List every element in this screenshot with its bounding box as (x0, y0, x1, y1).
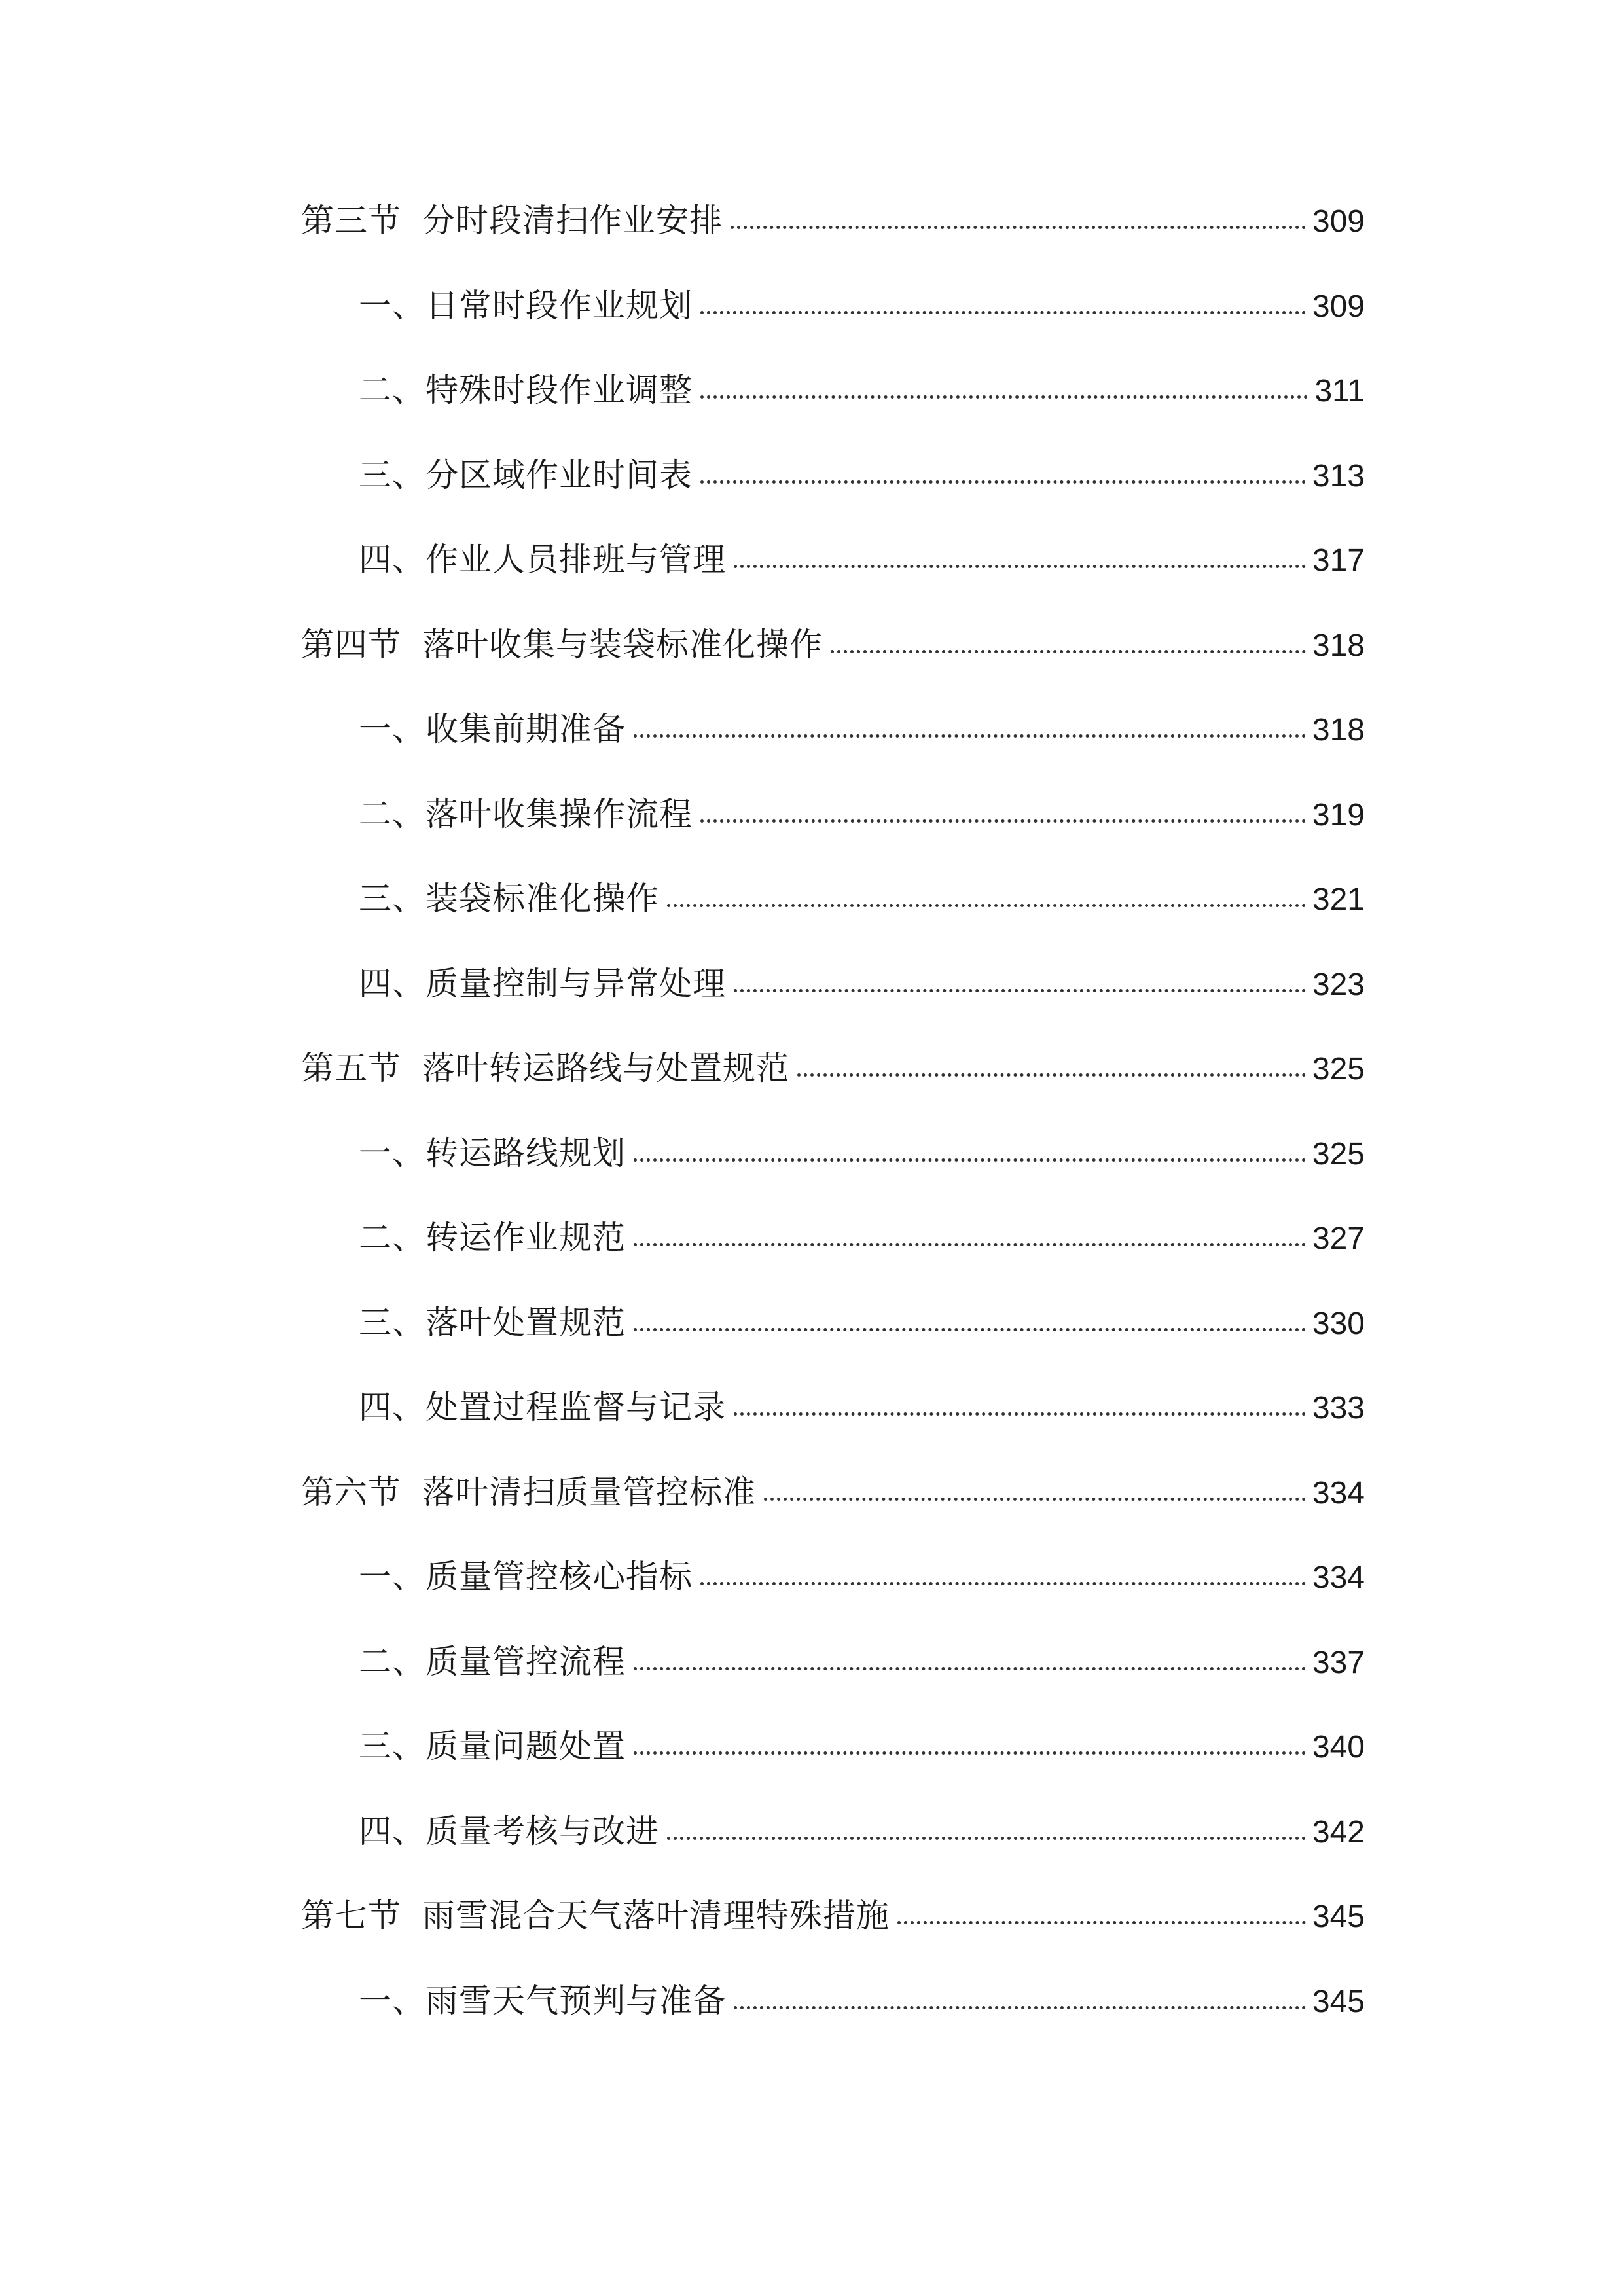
dot-leader (634, 1751, 1306, 1755)
toc-page-number: 313 (1312, 458, 1365, 493)
toc-section-entry[interactable] (301, 1899, 1365, 1984)
dot-leader (731, 226, 1306, 229)
toc-entry-number: 一、 (359, 710, 425, 748)
toc-entry-number: 三、 (359, 880, 425, 918)
toc-entry-number: 三、 (359, 1303, 425, 1342)
toc-entry-label (359, 1558, 693, 1596)
toc-entry-number: 第五节 (301, 1049, 401, 1087)
toc-entry-number: 一、 (359, 1558, 425, 1596)
dot-leader (634, 1328, 1306, 1331)
toc-entry-title: 转运路线规划 (425, 1134, 626, 1172)
toc-page-number: 345 (1312, 1899, 1365, 1934)
dot-leader (734, 565, 1306, 568)
toc-entry-label (359, 371, 693, 409)
toc-entry-number: 第六节 (301, 1473, 401, 1511)
dot-leader (700, 311, 1306, 314)
toc-page-number: 325 (1312, 1136, 1365, 1172)
toc-entry-title: 质量控制与异常处理 (425, 964, 726, 1003)
toc-entry-title: 质量问题处置 (425, 1727, 626, 1765)
dot-leader (700, 819, 1306, 823)
toc-page-number: 334 (1312, 1475, 1365, 1511)
toc-subsection-entry[interactable] (301, 710, 1365, 798)
toc-entry-number: 二、 (359, 1642, 425, 1681)
toc-page-number: 309 (1312, 204, 1365, 239)
toc-entry-label (359, 710, 626, 748)
dot-leader (734, 1412, 1306, 1416)
toc-section-entry[interactable] (301, 1049, 1365, 1137)
toc-entry-number: 三、 (359, 1727, 425, 1765)
toc-subsection-entry[interactable] (301, 882, 1365, 967)
toc-subsection-entry[interactable] (301, 1727, 1365, 1815)
toc-entry-title: 雨雪天气预判与准备 (425, 1981, 726, 2020)
toc-page-number: 342 (1312, 1814, 1365, 1850)
toc-entry-label (359, 1642, 626, 1681)
toc-entry-title: 作业人员排班与管理 (425, 541, 726, 579)
toc-entry-number: 四、 (359, 1812, 425, 1850)
toc-subsection-entry[interactable] (301, 1221, 1365, 1306)
toc-section-entry[interactable] (301, 204, 1365, 289)
toc-subsection-entry[interactable] (301, 964, 1365, 1052)
toc-entry-label (359, 964, 726, 1003)
toc-page-number: 318 (1312, 713, 1365, 747)
toc-entry-title: 质量管控核心指标 (425, 1558, 693, 1596)
toc-entry-label (359, 456, 693, 494)
toc-subsection-entry[interactable] (301, 1134, 1365, 1222)
toc-entry-title: 雨雪混合天气落叶清理特殊措施 (422, 1897, 890, 1935)
toc-entry-number: 一、 (359, 1134, 425, 1172)
toc-page-number: 330 (1312, 1306, 1365, 1341)
toc-page-number: 321 (1312, 882, 1365, 917)
toc-page-number: 317 (1312, 543, 1365, 578)
toc-entry-label (359, 880, 659, 918)
toc-entry-title: 收集前期准备 (425, 710, 626, 748)
toc-entry-label (359, 286, 693, 325)
toc-page-number: 337 (1312, 1645, 1365, 1680)
toc-subsection-entry[interactable] (301, 371, 1365, 459)
dot-leader (634, 1667, 1306, 1670)
toc-page-number: 319 (1312, 797, 1365, 833)
toc-entry-title: 特殊时段作业调整 (425, 371, 693, 409)
toc-page-number: 327 (1312, 1221, 1365, 1256)
toc-entry-label (359, 1388, 726, 1426)
dot-leader (667, 1837, 1306, 1840)
toc-entry-title: 装袋标准化操作 (425, 880, 659, 918)
toc-entry-label (301, 1473, 756, 1511)
dot-leader (634, 734, 1306, 738)
dot-leader (831, 650, 1306, 653)
toc-entry-number: 一、 (359, 1981, 425, 2020)
toc-page-number: 309 (1312, 289, 1365, 324)
toc-entry-number: 第四节 (301, 625, 401, 664)
toc-subsection-entry[interactable] (301, 795, 1365, 883)
dot-leader (797, 1073, 1306, 1077)
table-of-contents (301, 204, 1365, 2069)
toc-entry-title: 转运作业规范 (425, 1219, 626, 1257)
toc-entry-label (301, 202, 723, 240)
toc-page-number: 325 (1312, 1052, 1365, 1086)
toc-entry-title: 落叶收集操作流程 (425, 795, 693, 833)
toc-page-number: 311 (1314, 374, 1365, 408)
toc-section-entry[interactable] (301, 625, 1365, 713)
toc-subsection-entry[interactable] (301, 1981, 1365, 2070)
toc-page-number: 333 (1312, 1391, 1365, 1426)
toc-subsection-entry[interactable] (301, 1560, 1365, 1645)
toc-entry-label (301, 625, 823, 664)
toc-page-number: 340 (1312, 1730, 1365, 1765)
toc-entry-number: 二、 (359, 371, 425, 409)
toc-entry-number: 第七节 (301, 1897, 401, 1935)
toc-subsection-entry[interactable] (301, 1303, 1365, 1391)
dot-leader (634, 1243, 1306, 1246)
toc-entry-title: 日常时段作业规划 (425, 286, 693, 325)
toc-entry-title: 落叶收集与装袋标准化操作 (422, 625, 823, 664)
dot-leader (764, 1498, 1306, 1501)
toc-entry-number: 四、 (359, 1388, 425, 1426)
toc-entry-number: 四、 (359, 964, 425, 1003)
toc-entry-label (359, 1134, 626, 1172)
toc-entry-title: 质量管控流程 (425, 1642, 626, 1681)
toc-entry-label (301, 1049, 789, 1087)
toc-entry-label (301, 1897, 890, 1935)
toc-entry-number: 三、 (359, 456, 425, 494)
toc-entry-title: 落叶清扫质量管控标准 (422, 1473, 756, 1511)
toc-entry-label (359, 1812, 659, 1850)
toc-entry-label (359, 795, 693, 833)
dot-leader (897, 1921, 1306, 1924)
toc-page-number: 323 (1312, 967, 1365, 1002)
toc-entry-number: 二、 (359, 795, 425, 833)
toc-entry-label (359, 541, 726, 579)
toc-subsection-entry[interactable] (301, 1642, 1365, 1731)
dot-leader (700, 480, 1306, 484)
toc-entry-label (359, 1727, 626, 1765)
toc-section-entry[interactable] (301, 1473, 1365, 1561)
toc-entry-number: 二、 (359, 1219, 425, 1257)
dot-leader (734, 2006, 1306, 2009)
toc-entry-label (359, 1981, 726, 2020)
toc-page-number: 318 (1312, 628, 1365, 663)
toc-entry-title: 分时段清扫作业安排 (422, 202, 723, 240)
toc-entry-title: 落叶处置规范 (425, 1303, 626, 1342)
toc-entry-label (359, 1303, 626, 1342)
toc-entry-number: 第三节 (301, 202, 401, 240)
toc-entry-title: 分区域作业时间表 (425, 456, 693, 494)
dot-leader (700, 395, 1308, 399)
toc-entry-number: 一、 (359, 286, 425, 325)
toc-entry-title: 处置过程监督与记录 (425, 1388, 726, 1426)
toc-entry-title: 落叶转运路线与处置规范 (422, 1049, 789, 1087)
toc-page-number: 345 (1312, 1984, 1365, 2019)
dot-leader (667, 904, 1306, 907)
toc-entry-label (359, 1219, 626, 1257)
toc-subsection-entry[interactable] (301, 1388, 1365, 1476)
toc-subsection-entry[interactable] (301, 543, 1365, 628)
toc-subsection-entry[interactable] (301, 1812, 1365, 1900)
dot-leader (634, 1158, 1306, 1162)
toc-entry-title: 质量考核与改进 (425, 1812, 659, 1850)
toc-entry-number: 四、 (359, 541, 425, 579)
toc-page-number: 334 (1312, 1560, 1365, 1595)
dot-leader (700, 1582, 1306, 1585)
toc-subsection-entry[interactable] (301, 286, 1365, 374)
toc-subsection-entry[interactable] (301, 456, 1365, 544)
dot-leader (734, 989, 1306, 992)
